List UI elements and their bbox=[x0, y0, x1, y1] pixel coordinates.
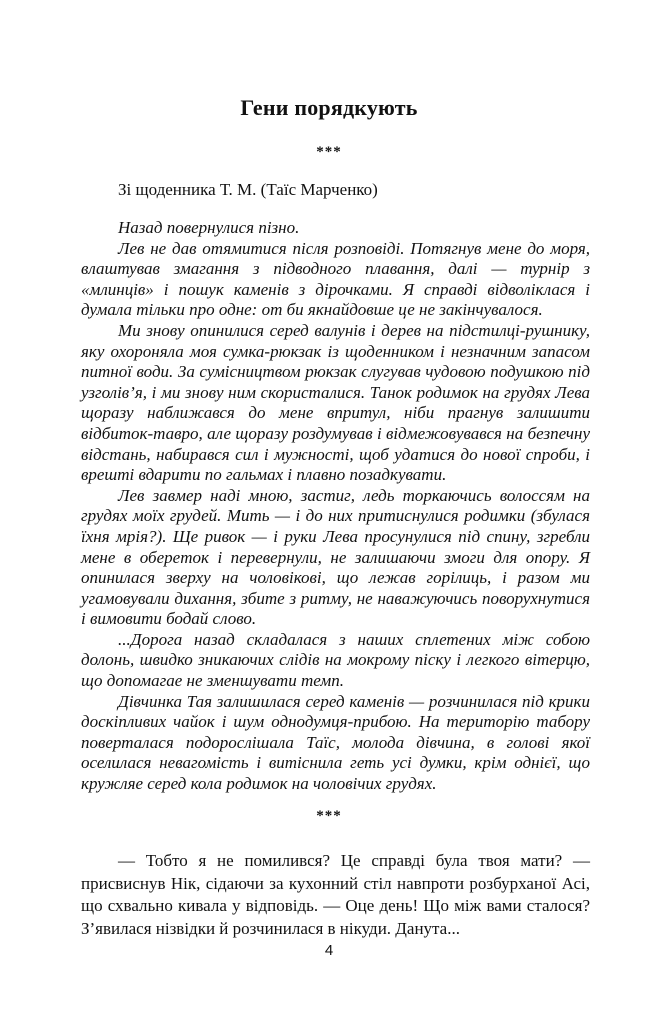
diary-paragraph: Лев не дав отямитися після розповіді. Потягнув мене до моря, влаштував змагання з підводного плавання, далі — турнір з «млинців» і пошук каменів з дірочками. Я справді відволіклася і думала тільки про одне: от би якнайдовше це не закінчувалося. bbox=[81, 238, 590, 320]
diary-paragraph: Лев завмер наді мною, застиг, ледь торкаючись волоссям на грудях моїх грудей. Мить — і до них притиснулися родимки (збулася їхня мрія?). Ще ривок — і руки Лева просунулися під спину, згребли мене в обереmок і перевернули, не залишаючи змоги для опору. Я опинилася зверху на чоловікові, що лежав горілиць, і разом ми угамовували дихання, збите з ритму, не наважуючись поворухнутися і вимовити бодай слово. bbox=[81, 485, 590, 629]
source-line: Зі щоденника Т. М. (Таїс Марченко) bbox=[118, 180, 378, 199]
section-separator-top: *** bbox=[316, 144, 342, 160]
diary-paragraph: Назад повернулися пізно. bbox=[118, 218, 300, 237]
diary-entry bbox=[81, 218, 590, 795]
diary-paragraph: Ми знову опинилися серед валунів і дерев на підстилці-рушнику, яку охороняла моя сумка-рюкзак із щоденником і незначним запасом питної води. За сумісництвом рюкзак слугував чудовою подушкою під узголів’я, і ми знову ним скористалися. Танок родимок на грудях Лева щоразу наближався до мене впритул, ніби прагнув залишити відбиток-тавро, але щоразу роздумував і відмежовувався на безпечну відстань, набирався сил і мужності, щоб удатися до нової спроби, і врешті вдарити по гальмах і плавно позадкувати. bbox=[81, 320, 590, 485]
chapter-title: Гени порядкують bbox=[240, 95, 418, 120]
section-separator-bottom: *** bbox=[316, 808, 342, 824]
diary-paragraph: Дівчинка Тая залишилася серед каменів — розчинилася під крики доскіпливих чайок і шум однодумця-прибою. На територію табору поверталася подорослішала Таїс, молода дівчина, в голові якої оселилася невагомість і витіснила геть усі думки, крім однієї, що кружляе серед кола родимок на чоловічих грудях. bbox=[81, 691, 590, 794]
diary-paragraph: ...Дорога назад складалася з наших сплетених між собою долонь, швидко зникаючих слідів на мокрому піску і легкого вітерцю, що допомагае не зменшувати темп. bbox=[81, 629, 590, 691]
dialogue-section bbox=[81, 850, 590, 940]
dialogue-paragraph: — Тобто я не помилився? Це справді була твоя мати? — присвиснув Нік, сідаючи за кухонний стіл навпроти розбурханої Асі, що схвально кивала у відповідь. — Оце день! Що між вами сталося? З’явилася нізвідки й розчинилася в нікуди. Данута... bbox=[81, 851, 590, 938]
page-number: 4 bbox=[324, 942, 334, 959]
